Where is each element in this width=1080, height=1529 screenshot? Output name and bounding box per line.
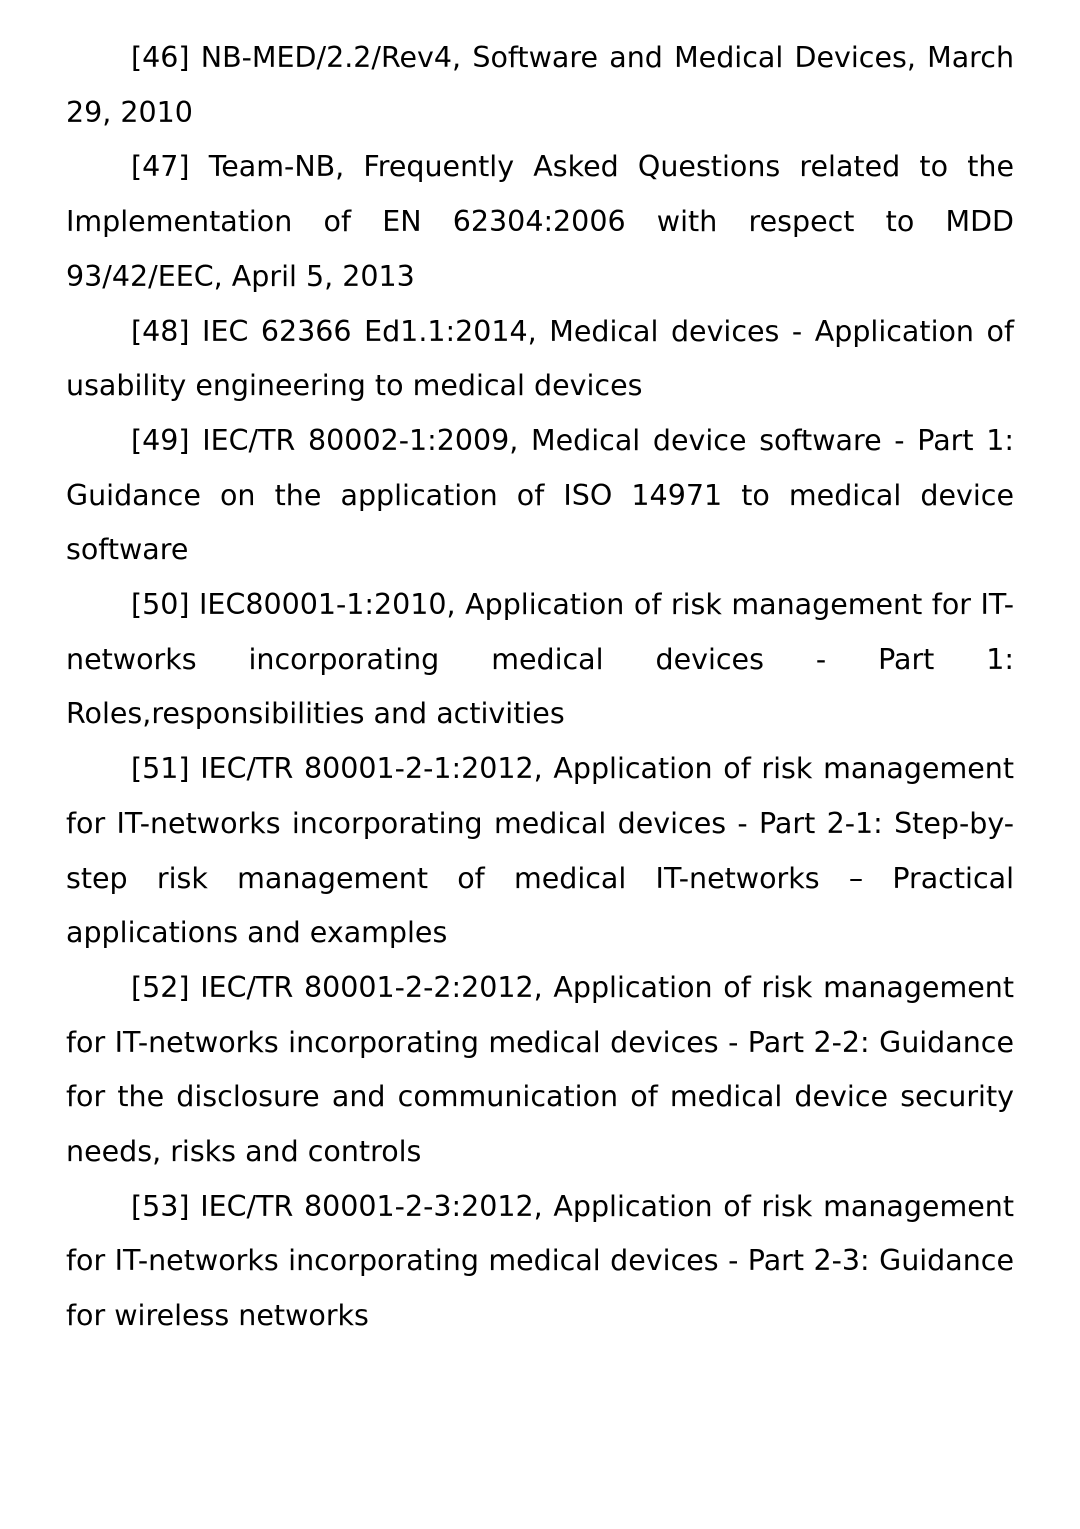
reference-number: [48]	[131, 314, 190, 348]
reference-number: [50]	[131, 588, 190, 622]
reference-text: IEC80001-1:2010, Application of risk management for IT-networks incorporating medical devices - Part 1: Roles,responsibilities and activities	[66, 588, 1014, 731]
reference-text: IEC/TR 80001-2-2:2012, Application of risk management for IT-networks incorporating medical devices - Part 2-2: Guidance for the disclosure and communication of medical device security needs, risks and controls	[66, 970, 1014, 1169]
reference-53	[66, 1180, 1014, 1344]
reference-49	[66, 414, 1014, 578]
reference-text: NB-MED/2.2/Rev4, Software and Medical Devices, March 29, 2010	[66, 41, 1015, 129]
reference-51	[66, 742, 1014, 961]
reference-number: [49]	[131, 423, 190, 457]
reference-number: [47]	[131, 150, 190, 184]
reference-number: [52]	[131, 970, 190, 1004]
reference-number: [51]	[131, 752, 190, 786]
reference-text: IEC/TR 80001-2-1:2012, Application of risk management for IT-networks incorporating medical devices - Part 2-1: Step-by-step risk management of medical IT-networks – Practical applications and examples	[66, 752, 1014, 950]
reference-46	[66, 31, 1014, 140]
reference-52	[66, 961, 1014, 1180]
reference-text: IEC 62366 Ed1.1:2014, Medical devices - Application of usability engineering to medical devices	[66, 314, 1014, 403]
reference-50	[66, 578, 1014, 742]
reference-number: [53]	[131, 1189, 190, 1223]
reference-48	[66, 305, 1014, 414]
reference-47	[66, 140, 1014, 304]
reference-text: IEC/TR 80001-2-3:2012, Application of risk management for IT-networks incorporating medical devices - Part 2-3: Guidance for wireless networks	[66, 1189, 1014, 1333]
reference-list	[66, 31, 1014, 1344]
reference-number: [46]	[131, 41, 190, 74]
reference-text: Team-NB, Frequently Asked Questions related to the Implementation of EN 62304:2006 with respect to MDD 93/42/EEC, April 5, 2013	[66, 150, 1014, 293]
reference-text: IEC/TR 80002-1:2009, Medical device software - Part 1: Guidance on the application of ISO 14971 to medical device software	[66, 423, 1014, 567]
